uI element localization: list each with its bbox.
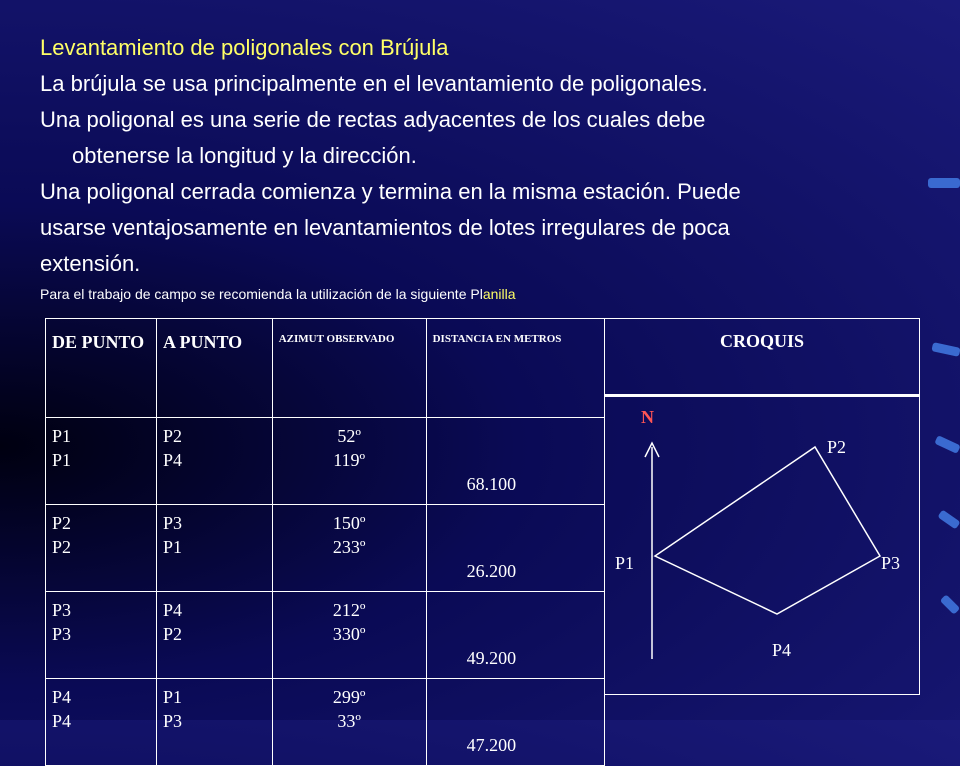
cell-line: P4 [52, 687, 72, 707]
note-text: Para el trabajo de campo se recomienda la utilización de la siguiente Pl [40, 286, 483, 302]
table-row [46, 679, 605, 766]
north-label: N [641, 407, 654, 427]
cell-line: P1 [52, 426, 72, 446]
decor-bar [931, 342, 960, 357]
cell-distancia: 47.200 [426, 679, 604, 766]
header-azimut: AZIMUT OBSERVADO [272, 319, 426, 418]
text-line: La brújula se usa principalmente en el levantamiento de poligonales. [40, 71, 708, 96]
header-a-punto: A PUNTO [157, 319, 273, 418]
cell-line: P1 [52, 450, 72, 470]
decor-bar [940, 594, 960, 615]
cell-de [46, 592, 157, 679]
polygon-sketch [605, 319, 920, 696]
cell-a [157, 679, 273, 766]
table-row [46, 592, 605, 679]
cell-a [157, 505, 273, 592]
cell-line: P1 [163, 537, 183, 557]
cell-line: P3 [163, 711, 183, 731]
cell-line: P3 [163, 513, 183, 533]
slide-title: Levantamiento de poligonales con Brújula [40, 35, 449, 60]
cell-line: P2 [52, 537, 72, 557]
cell-distancia: 68.100 [426, 418, 604, 505]
table-header-row [46, 319, 605, 418]
cell-line: 233º [332, 537, 366, 557]
cell-a [157, 592, 273, 679]
note-highlight: anilla [482, 286, 516, 302]
text-line: obtenerse la longitud y la dirección. [72, 143, 417, 168]
cell-distancia: 26.200 [426, 505, 604, 592]
text-line: Una poligonal es una serie de rectas adyacentes de los cuales debe [40, 107, 706, 132]
cell-distancia: 49.200 [426, 592, 604, 679]
croquis-panel [605, 318, 920, 695]
decor-bar [937, 510, 960, 530]
header-de-punto: DE PUNTO [46, 319, 157, 418]
table-row [46, 505, 605, 592]
point-label-p1: P1 [615, 553, 635, 573]
cell-de [46, 679, 157, 766]
cell-azimut [272, 592, 426, 679]
cell-azimut [272, 505, 426, 592]
cell-line: 330º [332, 624, 366, 644]
point-label-p4: P4 [772, 640, 792, 660]
cell-line: P3 [52, 600, 72, 620]
slide-body [40, 30, 920, 304]
cell-de [46, 505, 157, 592]
cell-line: P2 [163, 624, 183, 644]
text-line: extensión. [40, 251, 141, 276]
text-line: Una poligonal cerrada comienza y termina en la misma estación. Puede [40, 179, 741, 204]
header-croquis: CROQUIS [605, 319, 919, 397]
text-line: usarse ventajosamente en levantamientos de lotes irregulares de poca [40, 215, 730, 240]
cell-de [46, 418, 157, 505]
cell-line: P2 [163, 426, 183, 446]
planilla-table [45, 318, 605, 766]
cell-line: P4 [163, 600, 183, 620]
cell-line: 212º [332, 600, 366, 620]
header-distancia: DISTANCIA EN METROS [426, 319, 604, 418]
cell-line: P4 [52, 711, 72, 731]
cell-line: 52º [337, 426, 361, 446]
cell-azimut [272, 418, 426, 505]
cell-a [157, 418, 273, 505]
cell-line: 33º [337, 711, 361, 731]
cell-line: P3 [52, 624, 72, 644]
decor-bar [934, 435, 960, 454]
point-label-p2: P2 [827, 437, 847, 457]
cell-line: 150º [332, 513, 366, 533]
cell-line: 119º [333, 450, 366, 470]
decor-bar [928, 178, 960, 188]
planilla-note [40, 284, 920, 304]
cell-line: 299º [332, 687, 366, 707]
polygon-outline [655, 447, 880, 614]
point-label-p3: P3 [881, 553, 901, 573]
cell-line: P2 [52, 513, 72, 533]
cell-azimut [272, 679, 426, 766]
cell-line: P1 [163, 687, 183, 707]
cell-line: P4 [163, 450, 183, 470]
table-row [46, 418, 605, 505]
